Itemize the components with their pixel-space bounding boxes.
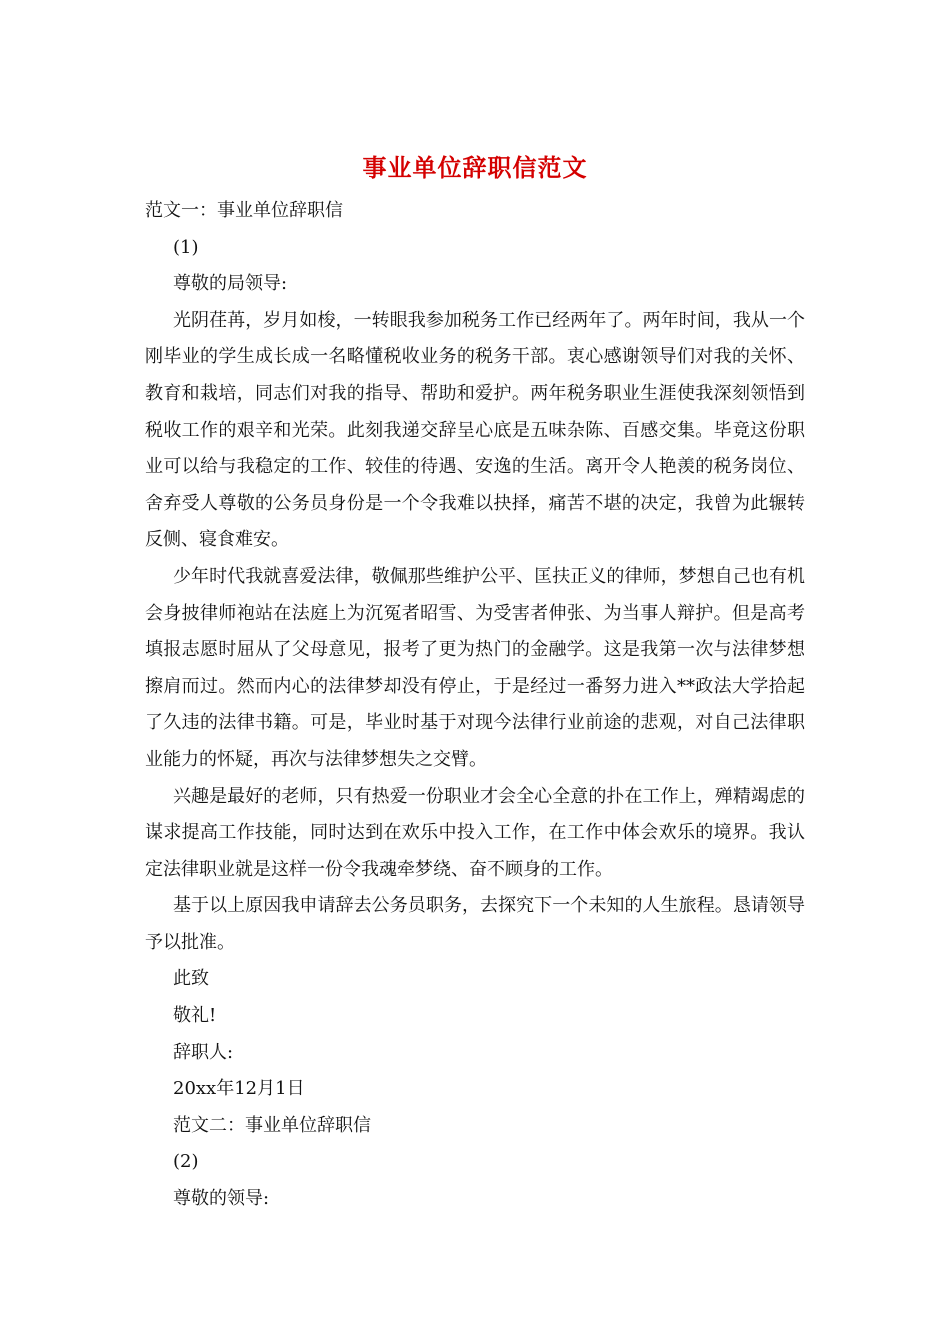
signature-label: 辞职人:	[173, 1041, 234, 1063]
closing-regards: 此致	[173, 968, 209, 990]
sample1-salutation: 尊敬的局领导:	[173, 273, 288, 295]
sample1-paragraph: 少年时代我就喜爱法律，敬佩那些维护公平、匡扶正义的律师，梦想自己也有机会身披律师袍站在法庭上为沉冤者昭雪、为受害者伸张、为当事人辩护。但是高考填报志愿时屈从了父母意见，报考了更为热门的金融学。这是我第一次与法律梦想擦肩而过。然而内心的法律梦却没有停止，于是经过一番努力进入**政法大学拾起了久违的法律书籍。可是，毕业时基于对现今法律行业前途的悲观，对自己法律职业能力的怀疑，再次与法律梦想失之交臂。	[145, 565, 805, 770]
letter-date: 20xx年12月1日	[173, 1078, 305, 1100]
sample1-paragraph: 基于以上原因我申请辞去公务员职务，去探究下一个未知的人生旅程。恳请领导予以批准。	[145, 895, 805, 953]
sample2-number: (2)	[173, 1151, 199, 1173]
sample2-salutation: 尊敬的领导:	[173, 1188, 270, 1210]
closing-salute: 敬礼!	[173, 1005, 217, 1027]
sample1-paragraph: 兴趣是最好的老师，只有热爱一份职业才会全心全意的扑在工作上，殚精竭虑的谋求提高工作技能，同时达到在欢乐中投入工作，在工作中体会欢乐的境界。我认定法律职业就是这样一份令我魂牵梦绕、奋不顾身的工作。	[145, 785, 805, 880]
sample1-number: (1)	[173, 236, 199, 258]
sample2-heading: 范文二：事业单位辞职信	[173, 1114, 371, 1136]
document-body	[145, 193, 805, 1218]
sample1-paragraph: 光阴荏苒，岁月如梭，一转眼我参加税务工作已经两年了。两年时间，我从一个刚毕业的学生成长成一名略懂税收业务的税务干部。衷心感谢领导们对我的关怀、教育和栽培，同志们对我的指导、帮助和爱护。两年税务职业生涯使我深刻领悟到税收工作的艰辛和光荣。此刻我递交辞呈心底是五味杂陈、百感交集。毕竟这份职业可以给与我稳定的工作、较佳的待遇、安逸的生活。离开令人艳羡的税务岗位、舍弃受人尊敬的公务员身份是一个令我难以抉择，痛苦不堪的决定，我曾为此辗转反侧、寝食难安。	[145, 309, 805, 551]
sample1-heading: 范文一：事业单位辞职信	[145, 200, 343, 221]
document-title: 事业单位辞职信范文	[362, 153, 588, 182]
